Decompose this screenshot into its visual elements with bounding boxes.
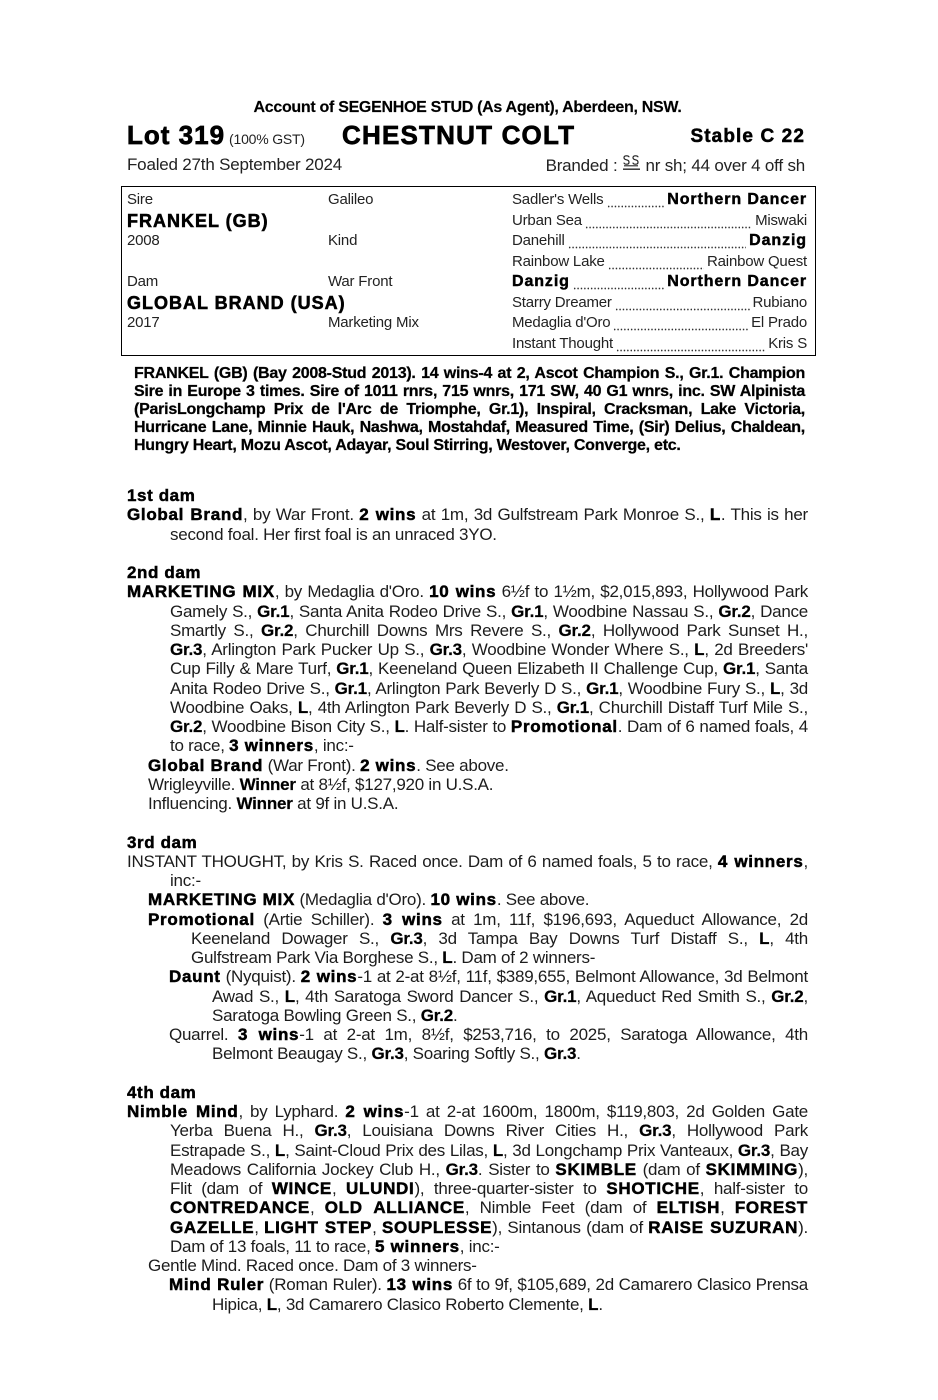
ancestor-right: Northern Dancer [667, 191, 807, 208]
text-run: , 3d Tampa Bay Downs Turf Distaff S., [422, 928, 760, 948]
text-run: , 3d Longchamp Prix Vanteaux, [503, 1140, 738, 1160]
text-run: , Keeneland Queen Elizabeth II Challenge Cup, [368, 659, 723, 679]
empty-cell [328, 293, 508, 314]
ancestor-right: Rubiano [752, 293, 807, 311]
text-run: , 3d Woodbine Oaks, [170, 678, 808, 717]
stable-location: Stable C 22 [690, 126, 805, 147]
text-run: , Louisiana Downs River Cities H., [346, 1121, 640, 1141]
text-run: , [372, 1217, 382, 1237]
text-run: . [576, 1044, 581, 1064]
emphasis-text: 2 wins [360, 755, 417, 775]
emphasis-text: Nimble Mind [127, 1102, 239, 1121]
emphasis-text: MARKETING MIX [127, 582, 275, 602]
lot-number [127, 120, 305, 154]
text-run: , Churchill Distaff Turf Mile S., [588, 697, 808, 717]
text-run: Quarrel. [169, 1025, 238, 1044]
emphasis-text: Gr.3 [314, 1121, 347, 1141]
text-run: . [453, 1005, 458, 1025]
text-run: , Bay Meadows California Jockey Club H., [170, 1140, 808, 1179]
emphasis-text: Gr.1 [334, 678, 367, 698]
emphasis-text: FOREST GAZELLE [170, 1198, 808, 1237]
section-2nd-dam [127, 563, 808, 813]
emphasis-text: 3 wins [382, 909, 443, 929]
emphasis-text: Promotional [510, 717, 618, 736]
text-run: . This is her second foal. Her first foal is an unraced 3YO. [170, 505, 808, 544]
vendor-account-line: Account of SEGENHOE STUD (As Agent), Aberdeen, NSW. [253, 99, 682, 116]
text-run: -1 at 2-at 8½f, 11f, $389,655, Belmont Allowance, 3d Belmont Awad S., [212, 967, 808, 1006]
dotted-leader [616, 334, 765, 355]
ancestor-left: Starry Dreamer [512, 293, 612, 311]
emphasis-text: 10 wins [429, 582, 497, 602]
text-run: at 1m, 3d Gulfstream Park Monroe S., [416, 505, 710, 525]
text-run: . Dam of 6 named foals, 4 to race, [170, 717, 808, 756]
text-run: . [598, 1294, 603, 1314]
emphasis-text: L [492, 1140, 504, 1160]
emphasis-text: ELTISH [656, 1198, 721, 1218]
ancestor-right: Kris S [768, 334, 807, 352]
text-run: , [720, 1198, 735, 1218]
text-run: , 4th Gulfstream Park Via Borghese S., [191, 928, 808, 967]
lot-title-row [127, 120, 808, 150]
ancestor-right: Miswaki [755, 211, 807, 229]
progeny-paragraph [127, 1256, 808, 1275]
text-run: Influencing. [148, 794, 237, 813]
female-family [127, 486, 808, 1333]
pedigree-grandparents-column [328, 190, 508, 354]
grand-progeny-paragraph [127, 1275, 808, 1314]
empty-cell [328, 252, 508, 273]
text-run: , Santa Anita Rodeo Drive S., [289, 601, 512, 621]
text-run: , [331, 1179, 347, 1198]
emphasis-text: LIGHT STEP [264, 1217, 373, 1237]
emphasis-text: Gr.2 [261, 620, 294, 640]
empty-cell [328, 334, 508, 355]
emphasis-text: L [297, 697, 309, 717]
text-run: (Roman Ruler). [264, 1275, 387, 1295]
text-run: , Hollywood Park Estrapade S., [170, 1121, 808, 1160]
emphasis-text: SKIMBLE [555, 1159, 637, 1179]
text-run: , 2d Breeders' Cup Filly & Mare Turf, [170, 640, 808, 679]
emphasis-text: Gr.1 [257, 601, 290, 621]
dotted-leader [608, 252, 704, 273]
emphasis-text: 3 wins [237, 1025, 300, 1044]
ancestor-left: Instant Thought [512, 334, 613, 352]
dam-dam: Marketing Mix [328, 314, 419, 331]
lot-label: Lot 319 [127, 120, 226, 150]
empty-cell [127, 252, 327, 273]
dam-paragraph [127, 852, 808, 891]
dam-year: 2017 [127, 314, 160, 331]
progeny-paragraph [127, 756, 808, 775]
emphasis-text: ULUNDI [346, 1179, 415, 1198]
text-run: . Sister to [477, 1159, 556, 1179]
pedigree-ancestors-column [512, 190, 807, 354]
dam-sire: War Front [328, 273, 393, 290]
sire-year: 2008 [127, 232, 160, 249]
section-3rd-dam [127, 833, 808, 1064]
emphasis-text: Gr.1 [556, 697, 589, 717]
emphasis-text: Gr.3 [170, 640, 203, 659]
emphasis-text: Winner [236, 794, 293, 813]
text-run: INSTANT THOUGHT, by Kris S. Raced once. Dam of 6 named foals, 5 to race, [127, 851, 718, 871]
emphasis-text: L [442, 948, 453, 967]
emphasis-text: Gr.3 [390, 928, 423, 948]
text-run: -1 at 2-at 1m, 8½f, $253,716, to 2025, Saratoga Allowance, 4th Belmont Beaugay S., [212, 1025, 808, 1064]
emphasis-text: Winner [239, 774, 296, 794]
dam-name: GLOBAL BRAND (USA) [127, 292, 346, 313]
emphasis-text: Gr.3 [737, 1140, 771, 1160]
text-run: , inc:- [313, 736, 354, 756]
text-run: Gentle Mind. Raced once. Dam of 3 winners- [148, 1256, 477, 1275]
text-run: (War Front). [263, 755, 361, 775]
text-run: , Aqueduct Red Smith S., [576, 986, 772, 1006]
emphasis-text: 5 winners [375, 1236, 460, 1256]
emphasis-text: L [759, 928, 770, 948]
dotted-leader [585, 211, 752, 232]
emphasis-text: Gr.1 [511, 601, 544, 621]
text-run: , 3d Camarero Clasico Roberto Clemente, [276, 1294, 589, 1314]
brand-description [546, 155, 805, 176]
emphasis-text: Mind Ruler [169, 1275, 265, 1295]
emphasis-text: OLD ALLIANCE [324, 1198, 465, 1218]
text-run: , 4th Arlington Park Beverly D S., [308, 697, 557, 717]
ancestor-row [512, 293, 807, 314]
section-heading: 1st dam [127, 486, 196, 505]
emphasis-text: 10 wins [430, 890, 497, 910]
branded-label: Branded : [545, 156, 618, 175]
section-heading: 4th dam [127, 1082, 197, 1102]
emphasis-text: MARKETING MIX [148, 890, 295, 910]
foaled-date: Foaled 27th September 2024 [127, 155, 343, 174]
emphasis-text: Global Brand [148, 755, 264, 775]
emphasis-text: Gr.3 [429, 640, 462, 659]
progeny-paragraph [127, 910, 808, 968]
emphasis-text: L [694, 640, 705, 659]
sire-name: FRANKEL (GB) [127, 210, 269, 231]
dam-paragraph [127, 505, 808, 544]
text-run: at 9f in U.S.A. [292, 794, 399, 813]
text-run: , Woodbine Fury S., [618, 678, 770, 698]
dotted-leader [607, 190, 665, 211]
text-run: ), Sintanous (dam of [492, 1217, 649, 1237]
progeny-paragraph [127, 890, 808, 909]
text-run: , Woodbine Wonder Where S., [461, 640, 695, 659]
text-run: ), three-quarter-sister to [414, 1179, 607, 1198]
ancestor-left: Medaglia d'Oro [512, 314, 611, 331]
emphasis-text: 2 wins [345, 1102, 405, 1121]
ancestor-row [512, 231, 807, 252]
text-run: , Santa Anita Rodeo Drive S., [170, 659, 808, 698]
text-run: , Hollywood Park Sunset H., [590, 620, 808, 640]
text-run: ), Flit (dam of [170, 1159, 808, 1198]
emphasis-text: Promotional [148, 909, 255, 929]
ancestor-left: Sadler's Wells [512, 191, 604, 208]
emphasis-text: Gr.1 [586, 678, 619, 698]
text-run: , inc:- [459, 1236, 500, 1256]
emphasis-text: Gr.3 [371, 1044, 404, 1064]
emphasis-text: SKIMMING [705, 1159, 799, 1179]
emphasis-text: L [588, 1294, 599, 1314]
ancestor-left: Rainbow Lake [512, 252, 605, 270]
text-run: (Medaglia d'Oro). [294, 890, 431, 910]
sire-sire: Galileo [328, 191, 374, 208]
text-run: . See above. [496, 890, 590, 910]
text-run: , Arlington Park Pucker Up S., [202, 640, 430, 659]
emphasis-text: Gr.2 [420, 1005, 453, 1025]
ancestor-left: Urban Sea [512, 211, 582, 229]
emphasis-text: 3 winners [229, 736, 314, 756]
text-run: Wrigleyville. [148, 774, 240, 794]
text-run: (dam of [636, 1159, 706, 1179]
section-4th-dam [127, 1083, 808, 1314]
text-run: 6f to 9f, $105,689, 2d Camarero Clasico Prensa Hipica, [212, 1275, 808, 1314]
section-1st-dam [127, 486, 808, 544]
text-run: , by Lyphard. [238, 1102, 346, 1121]
text-run: , by Medaglia d'Oro. [274, 582, 430, 602]
text-run: , Saratoga Bowling Green S., [212, 986, 808, 1025]
dam-label: Dam [127, 273, 159, 290]
text-run: , inc:- [170, 851, 808, 890]
emphasis-text: L [274, 1140, 286, 1160]
emphasis-text: 2 wins [300, 967, 358, 987]
emphasis-text: L [284, 986, 295, 1006]
progeny-paragraph [127, 794, 808, 813]
emphasis-text: Global Brand [127, 505, 244, 525]
text-run: . See above. [416, 755, 509, 775]
text-run: at 1m, 11f, $196,693, Aqueduct Allowance, 2d Keeneland Dowager S., [191, 909, 808, 948]
emphasis-text: WINCE [271, 1179, 332, 1198]
horse-description: CHESTNUT COLT [342, 120, 576, 150]
emphasis-text: Gr.1 [336, 659, 369, 679]
emphasis-text: 13 wins [386, 1275, 454, 1295]
section-heading: 3rd dam [127, 832, 198, 852]
dotted-leader [613, 313, 748, 334]
dam-paragraph [127, 1102, 808, 1256]
emphasis-text: L [394, 717, 405, 736]
empty-cell [328, 211, 508, 232]
grand-progeny-paragraph [127, 1025, 808, 1064]
text-run: , Dance Smartly S., [170, 601, 808, 640]
ancestor-left: Danzig [512, 273, 570, 290]
text-run: , 4th Saratoga Sword Dancer S., [294, 986, 545, 1006]
text-run: (Nyquist). [220, 967, 301, 987]
emphasis-text: Daunt [169, 967, 221, 987]
emphasis-text: CONTREDANCE [170, 1198, 310, 1218]
ancestor-left: Danehill [512, 232, 565, 249]
dotted-leader [568, 231, 747, 252]
emphasis-text: RAISE SUZURAN [648, 1217, 799, 1237]
text-run: , Saint-Cloud Prix des Lilas, [285, 1140, 493, 1160]
brand-mark-icon [621, 155, 643, 173]
text-run: , by War Front. [243, 505, 360, 525]
sire-label: Sire [127, 191, 153, 208]
ancestor-right: Danzig [749, 232, 807, 249]
section-heading: 2nd dam [127, 563, 202, 582]
text-run: , Soaring Softly S., [403, 1044, 544, 1064]
emphasis-text: L [709, 505, 721, 525]
emphasis-text: L [266, 1294, 277, 1314]
ancestor-row [512, 190, 807, 211]
emphasis-text: Gr.2 [718, 601, 751, 621]
brand-details: nr sh; 44 over 4 off sh [645, 156, 805, 175]
text-run: . Half-sister to [404, 717, 511, 736]
ancestor-right: El Prado [751, 314, 807, 331]
ancestor-row [512, 313, 807, 334]
text-run: at 8½f, $127,920 in U.S.A. [295, 774, 494, 794]
text-run: . Dam of 2 winners- [452, 948, 596, 967]
grand-progeny-paragraph [127, 967, 808, 1025]
emphasis-text: Gr.1 [723, 659, 756, 679]
progeny-paragraph [127, 775, 808, 794]
text-run: (Artie Schiller). [254, 909, 383, 929]
text-run: , Arlington Park Beverly D S., [366, 678, 587, 698]
pedigree-table [121, 186, 816, 356]
emphasis-text: Gr.3 [445, 1159, 478, 1179]
emphasis-text: Gr.2 [771, 986, 804, 1006]
emphasis-text: Gr.2 [170, 717, 203, 736]
text-run: , Woodbine Bison City S., [202, 717, 395, 736]
emphasis-text: L [769, 678, 781, 698]
empty-cell [127, 334, 327, 355]
ancestor-row [512, 252, 807, 273]
text-run: , [254, 1217, 265, 1237]
dotted-leader [573, 272, 664, 293]
ancestor-row [512, 334, 807, 355]
emphasis-text: 4 winners [717, 851, 804, 871]
emphasis-text: SHOTICHE [606, 1179, 700, 1198]
sire-summary: FRANKEL (GB) (Bay 2008-Stud 2013). 14 wins-4 at 2, Ascot Champion S., Gr.1. Champion Sire in Europe 3 times. Sire of 1011 rnrs, 715 wnrs, 171 SW, 40 G1 wnrs, inc. SW Alpinista (ParisLongchamp Prix de l'Arc de Triomphe, Gr.1), Inspiral, Cracksman, Lake Victoria, Hurricane Lane, Minnie Hauk, Nashwa, Mostahdaf, Measured Time, (Sir) Delius, Chaldean, Hungry Heart, Mozu Ascot, Adayar, Soul Stirring, Westover, Converge, etc. [134, 365, 805, 454]
dotted-leader [615, 293, 750, 314]
dam-paragraph [127, 582, 808, 755]
emphasis-text: Gr.2 [558, 620, 591, 640]
emphasis-text: 2 wins [359, 505, 417, 525]
ancestor-right: Northern Dancer [667, 273, 807, 290]
text-run: 6½f to 1½m, $2,015,893, Hollywood Park Gamely S., [170, 582, 809, 621]
text-run: -1 at 2-at 1600m, 1800m, $119,803, 2d Golden Gate Yerba Buena H., [170, 1102, 809, 1141]
ancestor-row [512, 272, 807, 293]
emphasis-text: Gr.3 [639, 1121, 672, 1141]
ancestor-right: Rainbow Quest [707, 252, 807, 270]
text-run: , Churchill Downs Mrs Revere S., [293, 620, 559, 640]
gst-note: (100% GST) [229, 131, 305, 147]
sire-dam: Kind [328, 232, 358, 249]
ancestor-row [512, 211, 807, 232]
foaling-brand-row [127, 155, 808, 175]
emphasis-text: Gr.1 [544, 986, 577, 1006]
text-run: , Nimble Feet (dam of [464, 1198, 657, 1218]
text-run: ). Dam of 13 foals, 11 to race, [170, 1217, 808, 1256]
text-run: , half-sister to [699, 1179, 809, 1198]
emphasis-text: Gr.3 [543, 1044, 577, 1064]
text-run: , [309, 1198, 325, 1218]
text-run: , Woodbine Nassau S., [543, 601, 719, 621]
emphasis-text: SOUPLESSE [381, 1217, 493, 1237]
